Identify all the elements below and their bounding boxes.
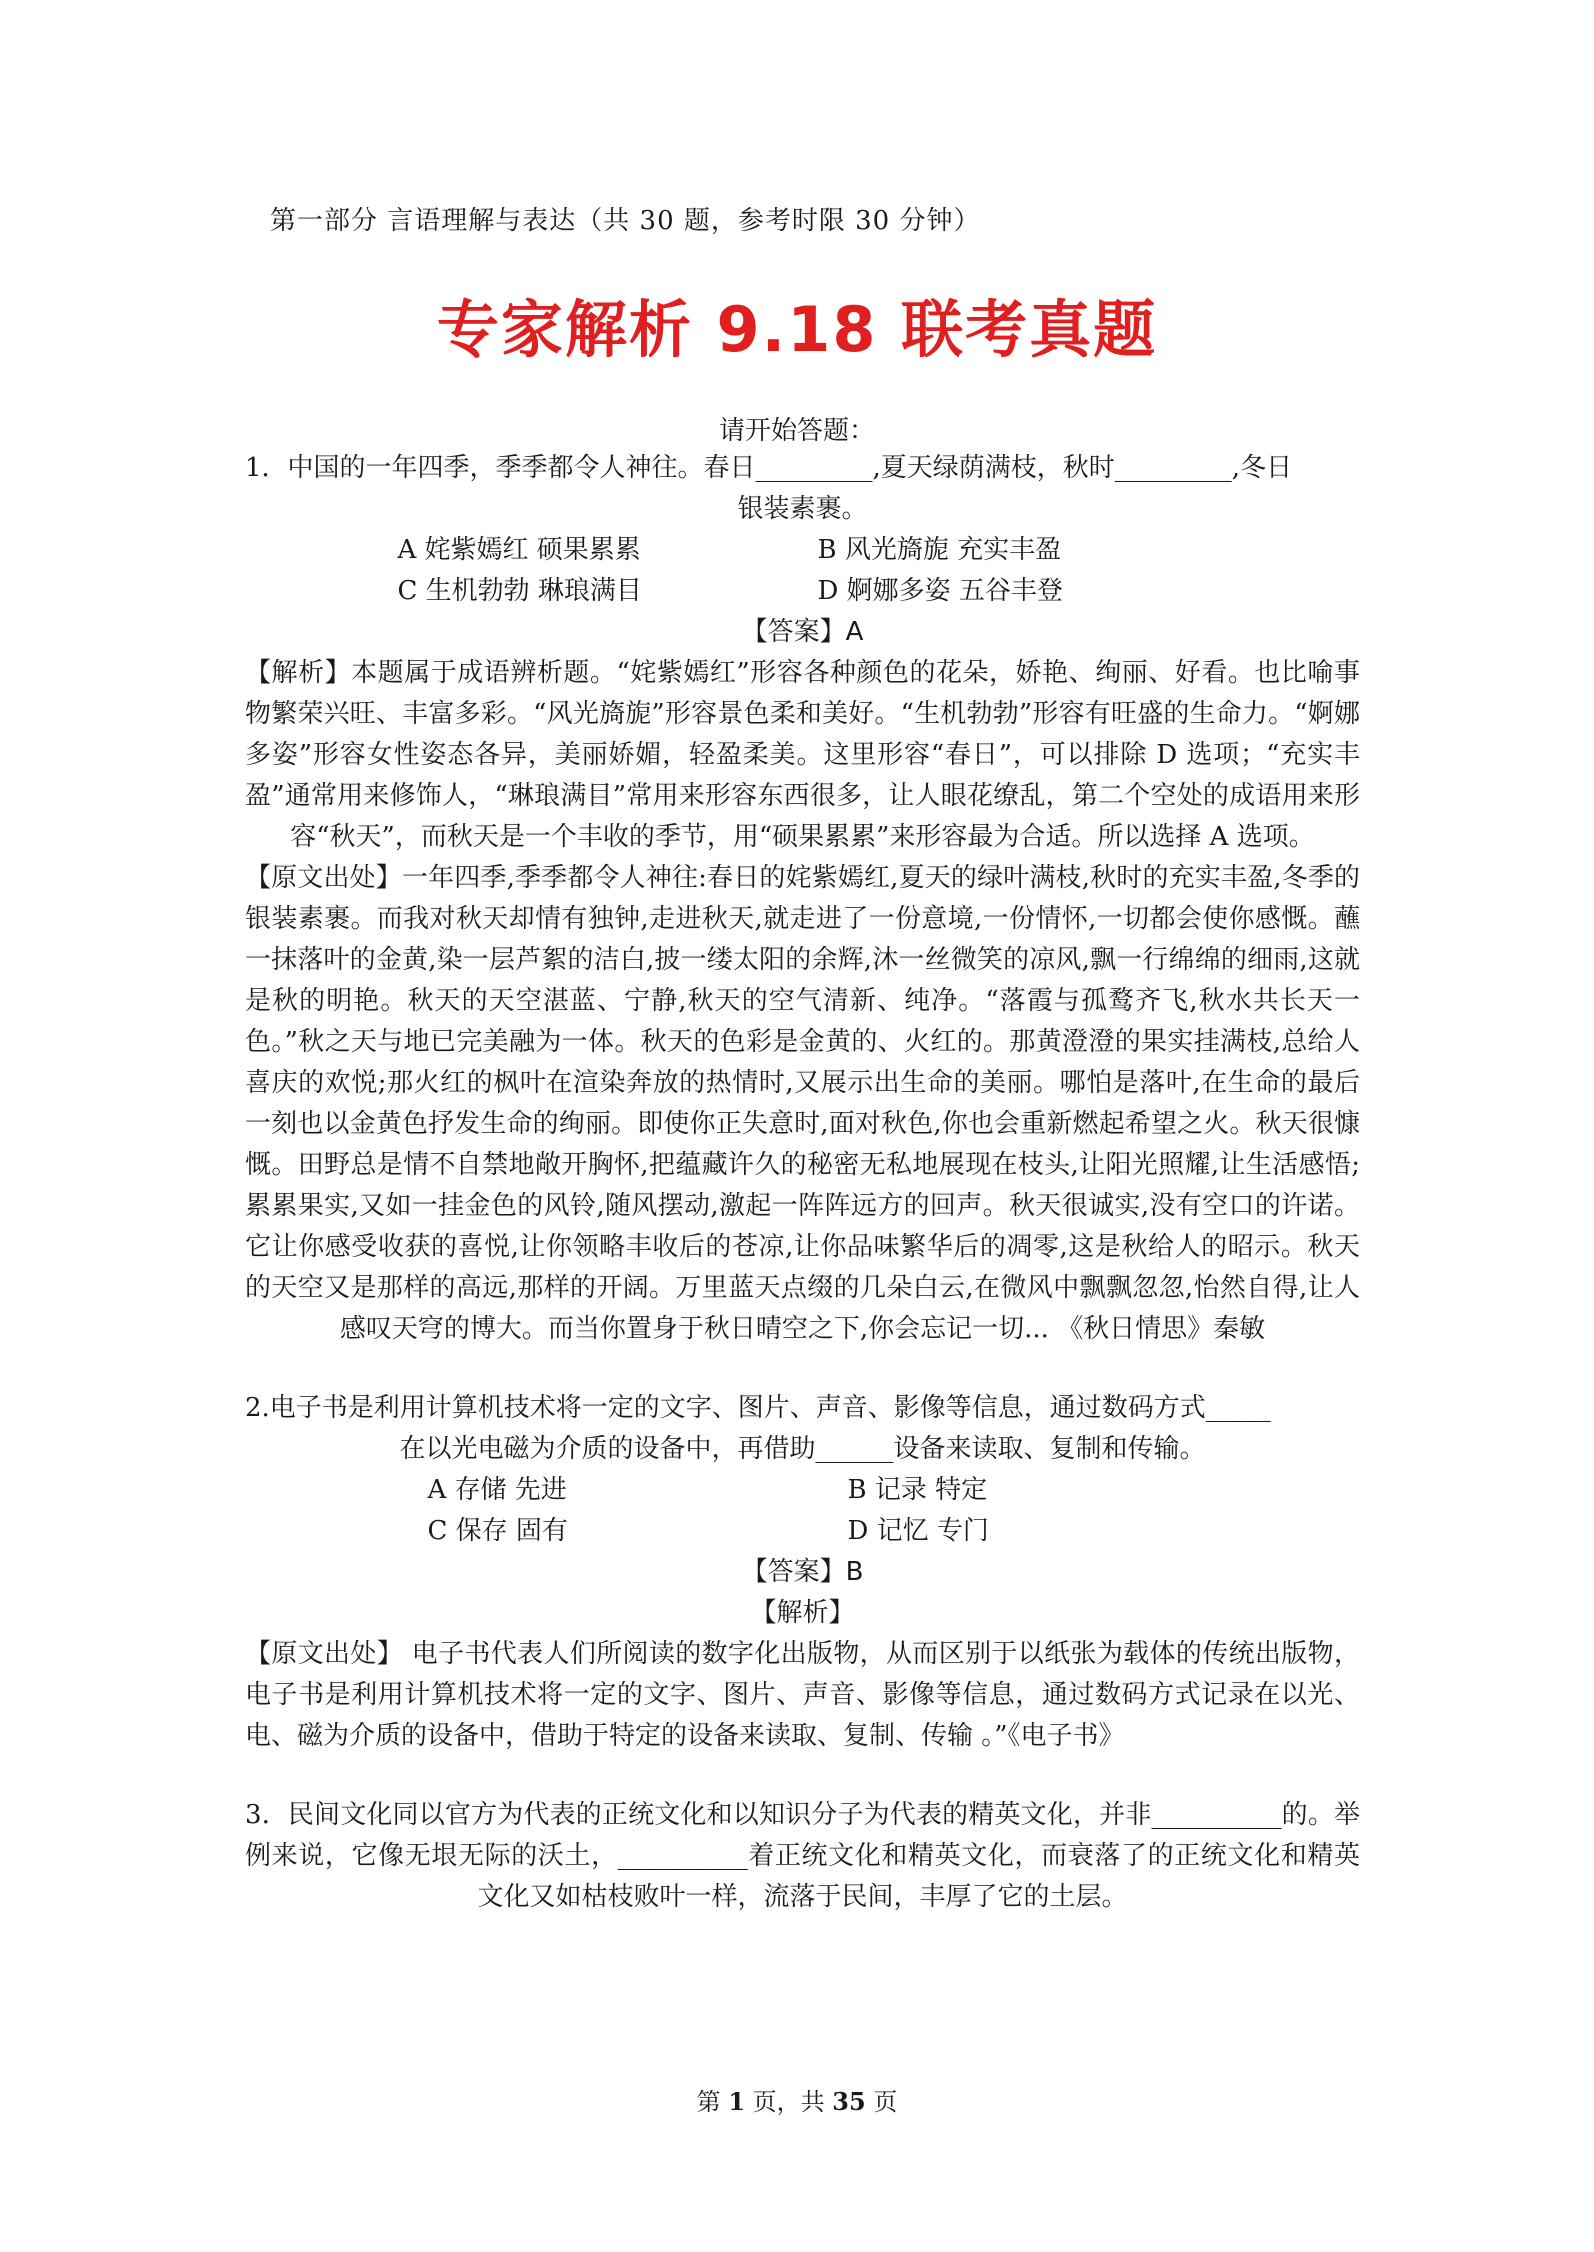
- answer-label: 【答案】: [741, 617, 846, 647]
- question-1-stem-line1: 1．中国的一年四季，季季都令人神往。春日_________,夏天绿荫满枝，秋时_________,冬日: [245, 453, 1293, 483]
- footer-prefix: 第: [696, 2088, 729, 2116]
- option-c: C 保存 固有: [427, 1516, 568, 1546]
- question-2-analysis-label: 【解析】: [750, 1598, 855, 1628]
- option-c: C 生机勃勃 琳琅满目: [397, 576, 642, 606]
- option-a: A 存储 先进: [427, 1475, 567, 1505]
- option-d: D 记忆 专门: [847, 1516, 989, 1546]
- footer-middle: 页，共: [745, 2088, 833, 2116]
- question-2-answer: [245, 1552, 1360, 1593]
- section-header: 第一部分 言语理解与表达（共 30 题，参考时限 30 分钟）: [270, 206, 981, 236]
- question-2: [245, 1388, 1360, 1757]
- answer-value: B: [845, 1557, 864, 1587]
- question-1-analysis: 【解析】本题属于成语辨析题。“姹紫嫣红”形容各种颜色的花朵，娇艳、绚丽、好看。也比喻事物繁荣兴旺、丰富多彩。“风光旖旎”形容景色柔和美好。“生机勃勃”形容有旺盛的生命力。“婀娜多姿”形容女性姿态各异，美丽娇媚，轻盈柔美。这里形容“春日”，可以排除 D 选项；“充实丰盈”通常用来修饰人，“琳琅满目”常用来形容东西很多，让人眼花缭乱，第二个空处的成语用来形容“秋天”，而秋天是一个丰收的季节，用“硕果累累”来形容最为合适。所以选择 A 选项。: [245, 658, 1360, 852]
- question-1-source: 【原文出处】一年四季,季季都令人神往:春日的姹紫嫣红,夏天的绿叶满枝,秋时的充实丰盈,冬季的银装素裹。而我对秋天却情有独钟,走进秋天,就走进了一份意境,一份情怀,一切都会使你感慨。蘸一抹落叶的金黄,染一层芦絮的洁白,披一缕太阳的余辉,沐一丝微笑的凉风,飘一行绵绵的细雨,这就是秋的明艳。秋天的天空湛蓝、宁静,秋天的空气清新、纯净。“落霞与孤鹜齐飞,秋水共长天一色。”秋之天与地已完美融为一体。秋天的色彩是金黄的、火红的。那黄澄澄的果实挂满枝,总给人喜庆的欢悦;那火红的枫叶在渲染奔放的热情时,又展示出生命的美丽。哪怕是落叶,在生命的最后一刻也以金黄色抒发生命的绚丽。即使你正失意时,面对秋色,你也会重新燃起希望之火。秋天很慷慨。田野总是情不自禁地敞开胸怀,把蕴藏许久的秘密无私地展现在枝头,让阳光照耀,让生活感悟;累累果实,又如一挂金色的风铃,随风摆动,激起一阵阵远方的回声。秋天很诚实,没有空口的许诺。它让你感受收获的喜悦,让你领略丰收后的苍凉,让你品味繁华后的凋零,这是秋给人的昭示。秋天的天空又是那样的高远,那样的开阔。万里蓝天点缀的几朵白云,在微风中飘飘忽忽,怡然自得,让人感叹天穹的博大。而当你置身于秋日晴空之下,你会忘记一切... 《秋日情思》秦敏: [245, 863, 1360, 1344]
- question-2-stem-line2: 在以光电磁为介质的设备中，再借助______设备来读取、复制和传输。: [399, 1434, 1206, 1464]
- spacer: [245, 1350, 1360, 1388]
- question-3: [245, 1795, 1360, 1918]
- spacer: [245, 1757, 1360, 1795]
- question-2-options: [245, 1470, 1360, 1552]
- answer-label: 【答案】: [741, 1557, 846, 1587]
- question-1-stem-line2: 银装素裹。: [737, 494, 868, 524]
- document-body: [245, 448, 1360, 1918]
- page-title: 专家解析 9.18 联考真题: [436, 293, 1158, 366]
- question-1-answer: [245, 612, 1360, 653]
- question-3-stem: 3．民间文化同以官方为代表的正统文化和以知识分子为代表的精英文化，并非__________的。举例来说，它像无垠无际的沃土，__________着正统文化和精英文化，而衰落了的正统文化和精英文化又如枯枝败叶一样，流落于民间，丰厚了它的土层。: [245, 1800, 1360, 1912]
- footer-total-pages: 35: [832, 2087, 866, 2116]
- answer-value: A: [845, 617, 864, 647]
- intro-text: 请开始答题：: [718, 416, 875, 446]
- footer-page-number: 1: [728, 2087, 746, 2116]
- option-b: B 风光旖旎 充实丰盈: [817, 535, 1062, 565]
- question-2-stem-line1: 2.电子书是利用计算机技术将一定的文字、图片、声音、影像等信息，通过数码方式_____: [245, 1393, 1271, 1423]
- question-1: [245, 448, 1360, 1350]
- option-b: B 记录 特定: [847, 1475, 988, 1505]
- page-footer: [0, 2082, 1594, 2117]
- question-1-options: [245, 530, 1360, 612]
- question-2-source: 【原文出处】 电子书代表人们所阅读的数字化出版物，从而区别于以纸张为载体的传统出版物，电子书是利用计算机技术将一定的文字、图片、声音、影像等信息，通过数码方式记录在以光、电、磁为介质的设备中，借助于特定的设备来读取、复制、传输 。”《电子书》: [245, 1639, 1360, 1751]
- footer-suffix: 页: [865, 2088, 898, 2116]
- option-a: A 姹紫嫣红 硕果累累: [397, 535, 641, 565]
- option-d: D 婀娜多姿 五谷丰登: [817, 576, 1063, 606]
